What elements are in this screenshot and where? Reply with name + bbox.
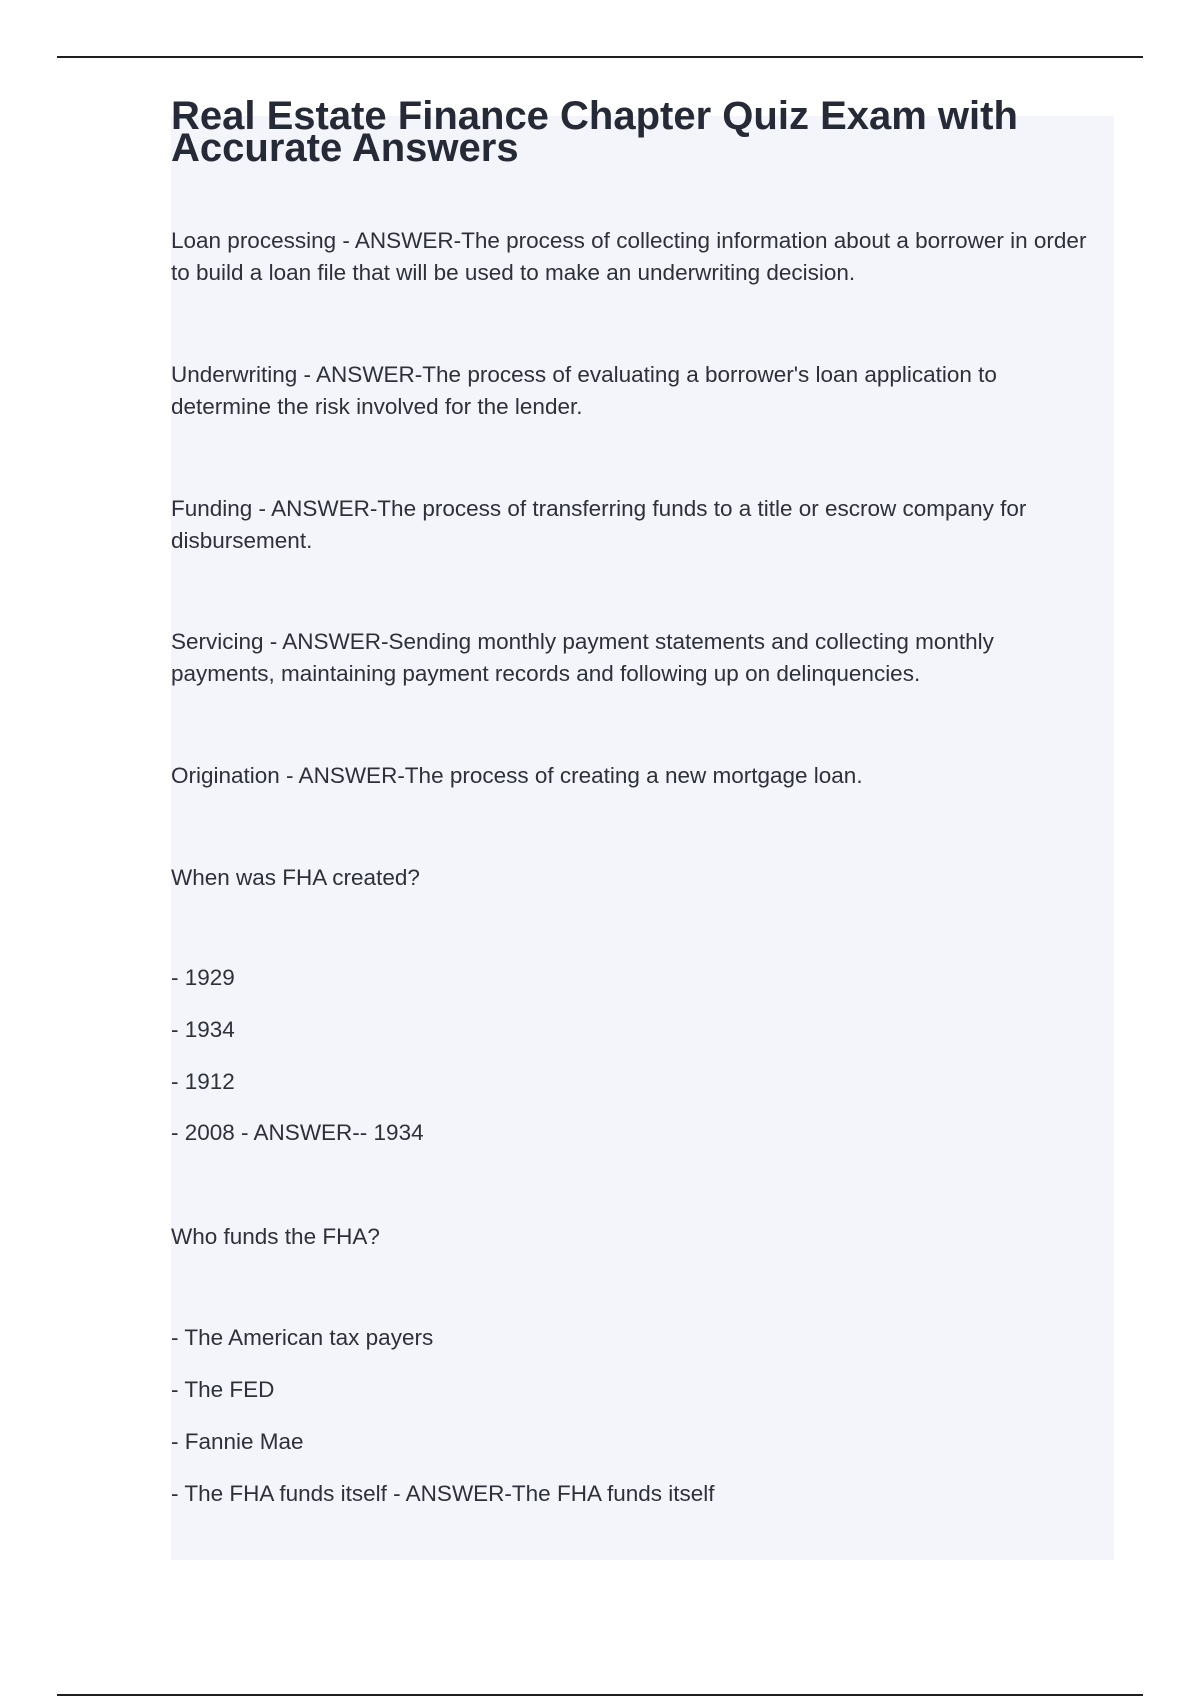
- answer-entry-underwriting: Underwriting - ANSWER-The process of evaluating a borrower's loan application to determine the risk involved for the lender.: [171, 362, 997, 419]
- option-item: - The FHA funds itself - ANSWER-The FHA funds itself: [171, 1481, 715, 1506]
- answer-entry-servicing: Servicing - ANSWER-Sending monthly payment statements and collecting monthly payments, maintaining payment records and following up on delinquencies.: [171, 629, 994, 686]
- answer-entry-origination: Origination - ANSWER-The process of creating a new mortgage loan.: [171, 763, 863, 788]
- option-item: - 1912: [171, 1069, 235, 1094]
- question-fha-funding: Who funds the FHA?: [171, 1224, 380, 1249]
- top-rule: [57, 56, 1143, 58]
- option-item: - The FED: [171, 1377, 275, 1402]
- option-item: - 2008 - ANSWER-- 1934: [171, 1120, 424, 1145]
- option-item: - Fannie Mae: [171, 1429, 304, 1454]
- answer-entry-funding: Funding - ANSWER-The process of transferring funds to a title or escrow company for disbursement.: [171, 496, 1027, 553]
- option-item: - The American tax payers: [171, 1325, 434, 1350]
- option-item: - 1934: [171, 1017, 235, 1042]
- answer-entry-loan-processing: Loan processing - ANSWER-The process of collecting information about a borrower in order to build a loan file that will be used to make an underwriting decision.: [171, 228, 1087, 285]
- bottom-rule: [57, 1694, 1143, 1696]
- option-item: - 1929: [171, 965, 235, 990]
- document-body: [171, 94, 1111, 1506]
- question-fha-created: When was FHA created?: [171, 865, 420, 890]
- page-title: Real Estate Finance Chapter Quiz Exam with Accurate Answers: [171, 94, 1018, 170]
